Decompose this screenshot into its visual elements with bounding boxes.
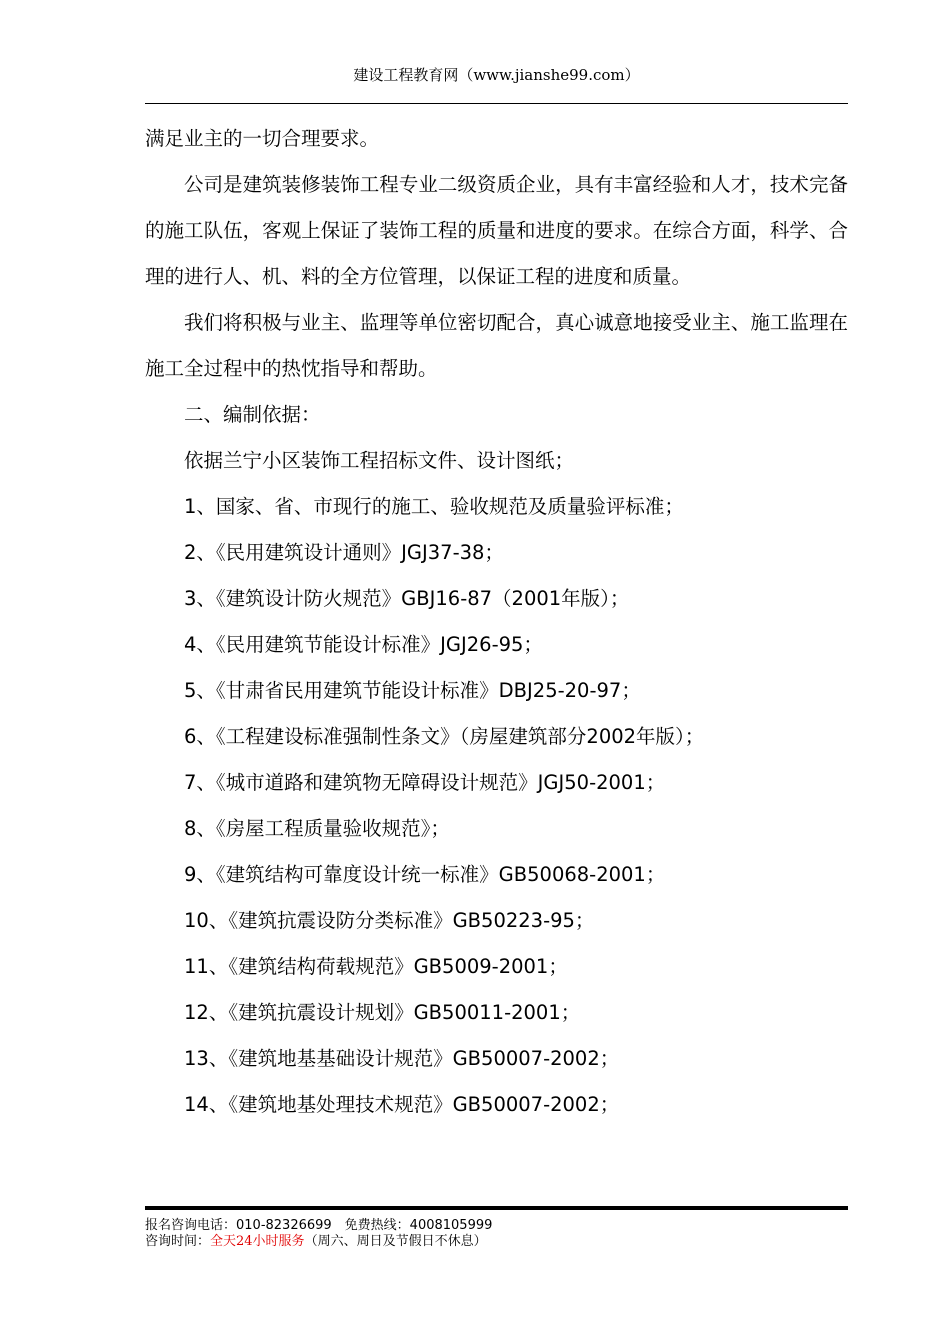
header-divider bbox=[145, 103, 848, 104]
basis-intro: 依据兰宁小区装饰工程招标文件、设计图纸； bbox=[184, 449, 575, 472]
paragraph-company-intro: 公司是建筑装修装饰工程专业二级资质企业，具有丰富经验和人才，技术完备的施工队伍，客观上保证了装饰工程的质量和进度的要求。在综合方面，科学、合理的进行人、机、料的全方位管理，以保证工程的进度和质量。 bbox=[145, 173, 848, 288]
list-item: 2、《民用建筑设计通则》JGJ37-38； bbox=[184, 541, 504, 564]
list-item: 4、《民用建筑节能设计标准》JGJ26-95； bbox=[184, 633, 543, 656]
section-heading: 二、编制依据： bbox=[184, 403, 321, 426]
list-item: 1、国家、省、市现行的施工、验收规范及质量验评标准； bbox=[184, 495, 684, 518]
list-item: 6、《工程建设标准强制性条文》（房屋建筑部分2002年版）； bbox=[184, 725, 705, 748]
list-item: 13、《建筑地基基础设计规范》GB50007-2002； bbox=[184, 1047, 620, 1070]
footer-hours bbox=[145, 1230, 487, 1249]
footer-hours-highlight: 全天24小时服务 bbox=[210, 1234, 305, 1249]
list-item: 3、《建筑设计防火规范》GBJ16-87（2001年版）； bbox=[184, 587, 630, 610]
footer-hours-note: （周六、周日及节假日不休息） bbox=[304, 1234, 487, 1249]
list-item: 10、《建筑抗震设防分类标准》GB50223-95； bbox=[184, 909, 595, 932]
paragraph-cooperation: 我们将积极与业主、监理等单位密切配合，真心诚意地接受业主、施工监理在施工全过程中的热忱指导和帮助。 bbox=[145, 311, 848, 380]
list-item: 8、《房屋工程质量验收规范》； bbox=[184, 817, 450, 840]
list-item: 11、《建筑结构荷载规范》GB5009-2001； bbox=[184, 955, 568, 978]
list-item: 9、《建筑结构可靠度设计统一标准》GB50068-2001； bbox=[184, 863, 666, 886]
footer-divider bbox=[145, 1206, 848, 1210]
footer-hours-label: 咨询时间： bbox=[145, 1234, 211, 1249]
list-item: 14、《建筑地基处理技术规范》GB50007-2002； bbox=[184, 1093, 620, 1116]
footer-contact: 报名咨询电话：010-82326699 免费热线：4008105999 bbox=[145, 1218, 493, 1233]
page-header: 建设工程教育网（www.jianshe99.com） bbox=[353, 66, 640, 84]
list-item: 12、《建筑抗震设计规划》GB50011-2001； bbox=[184, 1001, 581, 1024]
paragraph-continuation: 满足业主的一切合理要求。 bbox=[145, 127, 380, 150]
list-item: 7、《城市道路和建筑物无障碍设计规范》JGJ50-2001； bbox=[184, 771, 666, 794]
list-item: 5、《甘肃省民用建筑节能设计标准》DBJ25-20-97； bbox=[184, 679, 641, 702]
document-body bbox=[145, 116, 848, 1128]
